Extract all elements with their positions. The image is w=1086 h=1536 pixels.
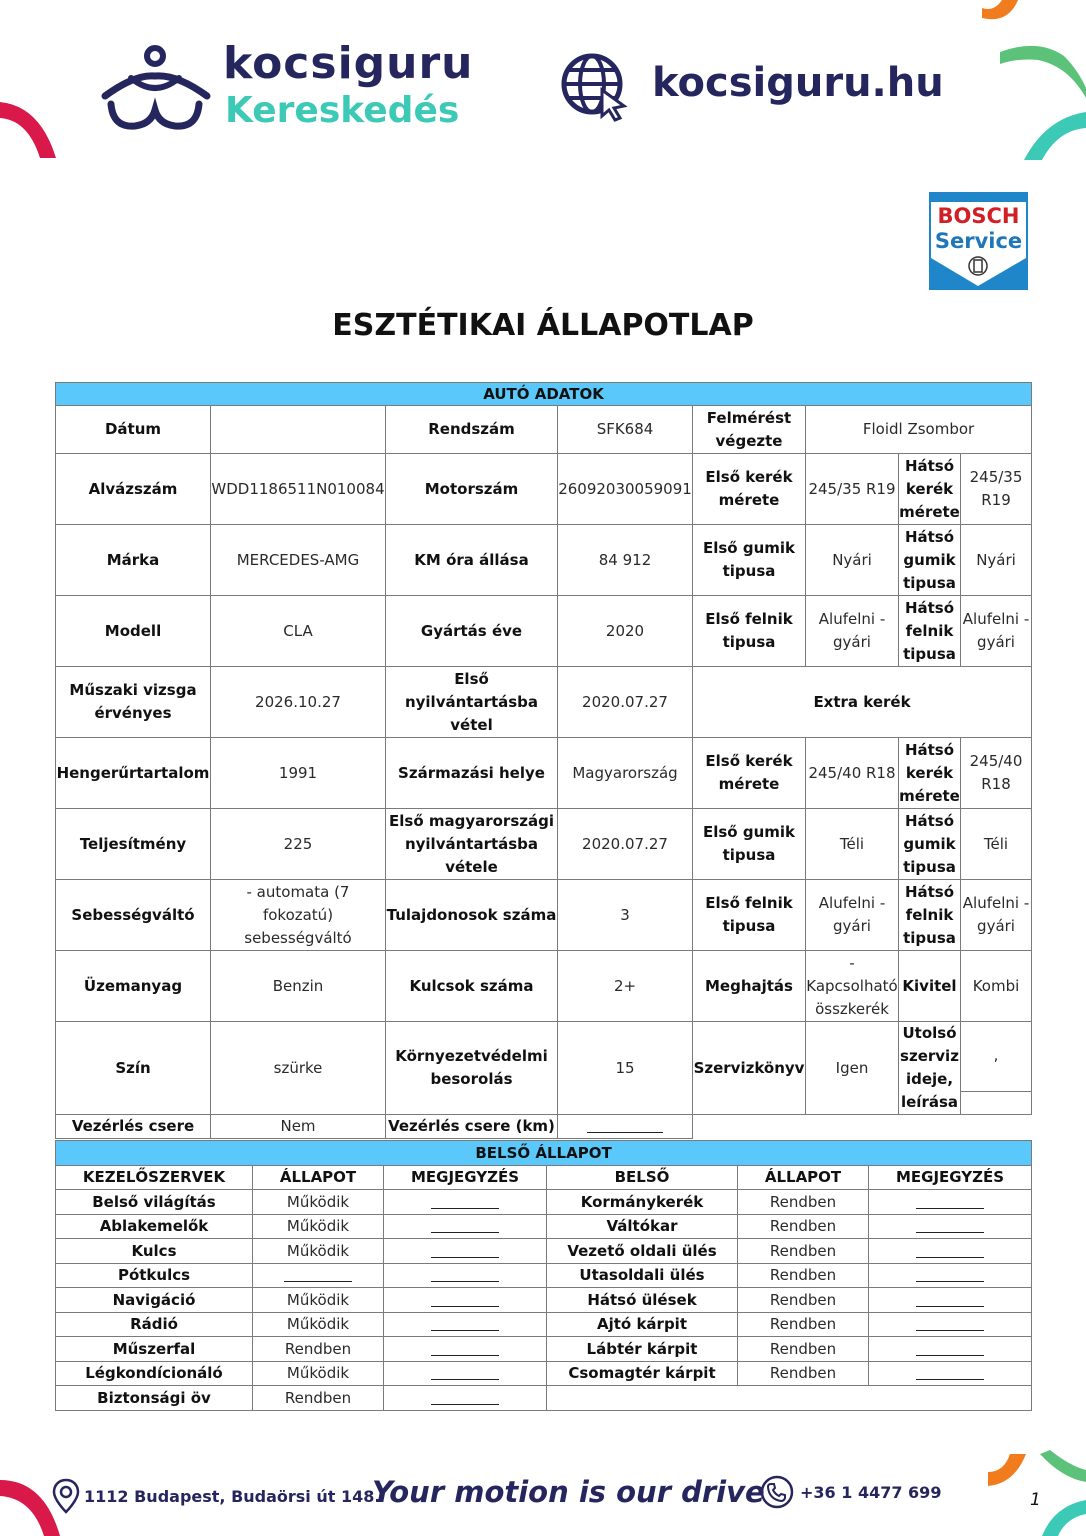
kezeloszerv-state: Működik (253, 1288, 384, 1313)
kezeloszerv-name: Pótkulcs (56, 1263, 253, 1288)
footer-address: 1112 Budapest, Budaörsi út 148. (84, 1487, 381, 1506)
belso-item-state: Rendben (738, 1190, 869, 1215)
corner-decoration-top-left (0, 90, 70, 170)
note-cell (869, 1361, 1032, 1386)
modell-label: Modell (56, 596, 211, 667)
felmeres-value: Floidl Zsombor (806, 406, 1032, 454)
blank-line (587, 1120, 663, 1133)
footer (0, 1470, 1086, 1520)
note-cell (869, 1239, 1032, 1264)
gyartas-value: 2020 (558, 596, 693, 667)
sebessegvalto-value: - automata (7 fokozatú) sebességváltó (211, 880, 386, 951)
szin-value: szürke (211, 1022, 386, 1115)
note-cell (384, 1190, 547, 1215)
utolso-szerviz-label: Utolsó szerviz ideje, leírása (899, 1022, 961, 1115)
belso-item-name: Hátsó ülések (547, 1288, 738, 1313)
footer-slogan: Your motion is our drive (372, 1475, 765, 1509)
belso-item-name: Vezető oldali ülés (547, 1239, 738, 1264)
blank-line (431, 1196, 499, 1209)
note-cell (869, 1288, 1032, 1313)
elso-kerek-value: 245/35 R19 (806, 454, 899, 525)
rendszam-value: SFK684 (558, 406, 693, 454)
service-label: Service (934, 229, 1023, 253)
blank-line (916, 1196, 984, 1209)
extra-elso-felnik-value: Alufelni - gyári (806, 880, 899, 951)
kornyezet-label: Környezetvédelmi besorolás (386, 1022, 558, 1115)
note-cell (869, 1263, 1032, 1288)
table-row (56, 1312, 1032, 1337)
muszaki-label: Műszaki vizsga érvényes (56, 667, 211, 738)
table-row (56, 1190, 1032, 1215)
location-pin-icon (52, 1478, 80, 1514)
bosch-label: BOSCH (937, 204, 1020, 228)
tulajdonosok-value: 3 (558, 880, 693, 951)
kivitel-value: Kombi (961, 951, 1032, 1022)
note-cell (869, 1190, 1032, 1215)
km-value: 84 912 (558, 525, 693, 596)
note-cell (384, 1361, 547, 1386)
belso-item-state: Rendben (738, 1288, 869, 1313)
kezeloszerv-name: Belső világítás (56, 1190, 253, 1215)
belso-column-header: KEZELŐSZERVEK (56, 1165, 253, 1190)
belso-item-state: Rendben (738, 1239, 869, 1264)
belso-column-header: ÁLLAPOT (253, 1165, 384, 1190)
kezeloszerv-name: Biztonsági öv (56, 1386, 253, 1411)
elso-nyilv-value: 2020.07.27 (558, 667, 693, 738)
belso-item-name: Lábtér kárpit (547, 1337, 738, 1362)
szarmazas-label: Származási helye (386, 738, 558, 809)
kezeloszerv-state: Működik (253, 1239, 384, 1264)
extra-kerek-label: Extra kerék (693, 667, 1032, 738)
table-row (56, 1386, 1032, 1411)
kocsiguru-logo (95, 38, 485, 134)
blank-line (916, 1245, 984, 1258)
kezeloszerv-state: Rendben (253, 1337, 384, 1362)
bosch-emblem-icon (931, 254, 1026, 288)
elso-magyar-value: 2020.07.27 (558, 809, 693, 880)
blank-line (431, 1269, 499, 1282)
extra-hatso-gumik-value: Téli (961, 809, 1032, 880)
belso-item-name: Ajtó kárpit (547, 1312, 738, 1337)
kezeloszerv-name: Légkondícionáló (56, 1361, 253, 1386)
belso-allapot-header: BELSŐ ÁLLAPOT (56, 1141, 1032, 1166)
note-cell (384, 1263, 547, 1288)
extra-elso-gumik-value: Téli (806, 809, 899, 880)
henger-value: 1991 (211, 738, 386, 809)
blank-line (916, 1343, 984, 1356)
meghajtas-value: - Kapcsolható összkerék (806, 951, 899, 1022)
kornyezet-value: 15 (558, 1022, 693, 1115)
note-cell (869, 1214, 1032, 1239)
motorszam-value: 26092030059091 (558, 454, 693, 525)
szervizkonyv-value: Igen (806, 1022, 899, 1115)
empty-cell (693, 1115, 1032, 1139)
extra-elso-felnik-label: Első felnik tipusa (693, 880, 806, 951)
henger-label: Hengerűrtartalom (56, 738, 211, 809)
kezeloszerv-state: Működik (253, 1312, 384, 1337)
kezeloszerv-state: Működik (253, 1361, 384, 1386)
extra-elso-gumik-label: Első gumik tipusa (693, 809, 806, 880)
note-cell (384, 1214, 547, 1239)
kezeloszerv-name: Rádió (56, 1312, 253, 1337)
elso-nyilv-label: Első nyilvántartásba vétel (386, 667, 558, 738)
extra-elso-kerek-label: Első kerék mérete (693, 738, 806, 809)
blank-line (431, 1294, 499, 1307)
elso-felnik-label: Első felnik tipusa (693, 596, 806, 667)
auto-data-table (55, 382, 1032, 1139)
auto-data-header: AUTÓ ADATOK (56, 383, 1032, 406)
blank-line (431, 1220, 499, 1233)
note-cell (869, 1337, 1032, 1362)
note-cell (384, 1288, 547, 1313)
szarmazas-value: Magyarország (558, 738, 693, 809)
belso-allapot-table (55, 1140, 1032, 1411)
muszaki-value: 2026.10.27 (211, 667, 386, 738)
elso-magyar-label: Első magyarországi nyilvántartásba vétele (386, 809, 558, 880)
table-row (56, 1337, 1032, 1362)
gyartas-label: Gyártás éve (386, 596, 558, 667)
hatso-felnik-label: Hátsó felnik tipusa (899, 596, 961, 667)
utolso-szerviz-text: , (993, 1045, 999, 1064)
belso-item-state: Rendben (738, 1361, 869, 1386)
brand-subtitle: Kereskedés (225, 90, 460, 131)
hatso-gumik-label: Hátsó gumik tipusa (899, 525, 961, 596)
alvazszam-label: Alvázszám (56, 454, 211, 525)
blank-line (431, 1343, 499, 1356)
kezeloszerv-name: Navigáció (56, 1288, 253, 1313)
footer-phone: +36 1 4477 699 (800, 1483, 942, 1502)
belso-column-header: ÁLLAPOT (738, 1165, 869, 1190)
teljesitmeny-value: 225 (211, 809, 386, 880)
kezeloszerv-name: Ablakemelők (56, 1214, 253, 1239)
belso-item-name: Utasoldali ülés (547, 1263, 738, 1288)
elso-felnik-value: Alufelni - gyári (806, 596, 899, 667)
kezeloszerv-name: Kulcs (56, 1239, 253, 1264)
hatso-kerek-label: Hátsó kerék mérete (899, 454, 961, 525)
extra-hatso-kerek-label: Hátsó kerék mérete (899, 738, 961, 809)
uzemanyag-value: Benzin (211, 951, 386, 1022)
note-cell (869, 1312, 1032, 1337)
hatso-kerek-value: 245/35 R19 (961, 454, 1032, 525)
sebessegvalto-label: Sebességváltó (56, 880, 211, 951)
belso-item-state: Rendben (738, 1214, 869, 1239)
blank-line (284, 1269, 352, 1282)
felmeres-label: Felmérést végezte (693, 406, 806, 454)
belso-item-state: Rendben (738, 1337, 869, 1362)
blank-line (916, 1318, 984, 1331)
car-guru-icon (95, 44, 215, 130)
vezerles-label: Vezérlés csere (56, 1115, 211, 1139)
extra-hatso-gumik-label: Hátsó gumik tipusa (899, 809, 961, 880)
page-title: ESZTÉTIKAI ÁLLAPOTLAP (332, 308, 754, 343)
utolso-szerviz-value (961, 1022, 1032, 1115)
belso-item-name: Kormánykerék (547, 1190, 738, 1215)
website-url: kocsiguru.hu (652, 60, 944, 106)
belso-item-state: Rendben (738, 1312, 869, 1337)
uzemanyag-label: Üzemanyag (56, 951, 211, 1022)
hatso-felnik-value: Alufelni - gyári (961, 596, 1032, 667)
blank-line (431, 1318, 499, 1331)
blank-line (916, 1294, 984, 1307)
table-row (56, 1361, 1032, 1386)
page-number: 1 (1030, 1490, 1041, 1510)
blank-line (431, 1245, 499, 1258)
teljesitmeny-label: Teljesítmény (56, 809, 211, 880)
datum-value (211, 406, 386, 454)
marka-label: Márka (56, 525, 211, 596)
kezeloszerv-state (253, 1263, 384, 1288)
belso-item-state: Rendben (738, 1263, 869, 1288)
km-label: KM óra állása (386, 525, 558, 596)
extra-hatso-kerek-value: 245/40 R18 (961, 738, 1032, 809)
phone-icon (760, 1475, 794, 1509)
blank-line (431, 1367, 499, 1380)
vezerles-km-value (558, 1115, 693, 1139)
table-row (56, 1214, 1032, 1239)
table-row (56, 1288, 1032, 1313)
blank-line (916, 1269, 984, 1282)
datum-label: Dátum (56, 406, 211, 454)
marka-value: MERCEDES-AMG (211, 525, 386, 596)
alvazszam-value: WDD1186511N010084 (211, 454, 386, 525)
vezerles-km-label: Vezérlés csere (km) (386, 1115, 558, 1139)
extra-hatso-felnik-label: Hátsó felnik tipusa (899, 880, 961, 951)
blank-line (916, 1367, 984, 1380)
note-cell (384, 1386, 547, 1411)
tulajdonosok-label: Tulajdonosok száma (386, 880, 558, 951)
meghajtas-label: Meghajtás (693, 951, 806, 1022)
belso-column-header: MEGJEGYZÉS (869, 1165, 1032, 1190)
kezeloszerv-state: Működik (253, 1190, 384, 1215)
note-cell (384, 1337, 547, 1362)
belso-column-header: MEGJEGYZÉS (384, 1165, 547, 1190)
modell-value: CLA (211, 596, 386, 667)
extra-hatso-felnik-value: Alufelni - gyári (961, 880, 1032, 951)
belso-item-name: Csomagtér kárpit (547, 1361, 738, 1386)
corner-decoration-top-right (960, 0, 1086, 170)
kulcsok-label: Kulcsok száma (386, 951, 558, 1022)
vezerles-value: Nem (211, 1115, 386, 1139)
szervizkonyv-label: Szervizkönyv (693, 1022, 806, 1115)
kivitel-label: Kivitel (899, 951, 961, 1022)
kezeloszerv-state: Rendben (253, 1386, 384, 1411)
blank-line (431, 1392, 499, 1405)
kezeloszerv-name: Műszerfal (56, 1337, 253, 1362)
kulcsok-value: 2+ (558, 951, 693, 1022)
table-row (56, 1239, 1032, 1264)
szin-label: Szín (56, 1022, 211, 1115)
table-row (56, 1263, 1032, 1288)
elso-kerek-label: Első kerék mérete (693, 454, 806, 525)
belso-column-header: BELSŐ (547, 1165, 738, 1190)
blank-line (916, 1220, 984, 1233)
empty-cell (547, 1386, 1032, 1411)
note-cell (384, 1239, 547, 1264)
bosch-service-logo (929, 192, 1028, 290)
belso-item-name: Váltókar (547, 1214, 738, 1239)
kezeloszerv-state: Működik (253, 1214, 384, 1239)
globe-cursor-icon (560, 52, 630, 122)
brand-name: kocsiguru (223, 38, 474, 89)
hatso-gumik-value: Nyári (961, 525, 1032, 596)
note-cell (384, 1312, 547, 1337)
rendszam-label: Rendszám (386, 406, 558, 454)
elso-gumik-label: Első gumik tipusa (693, 525, 806, 596)
motorszam-label: Motorszám (386, 454, 558, 525)
extra-elso-kerek-value: 245/40 R18 (806, 738, 899, 809)
elso-gumik-value: Nyári (806, 525, 899, 596)
